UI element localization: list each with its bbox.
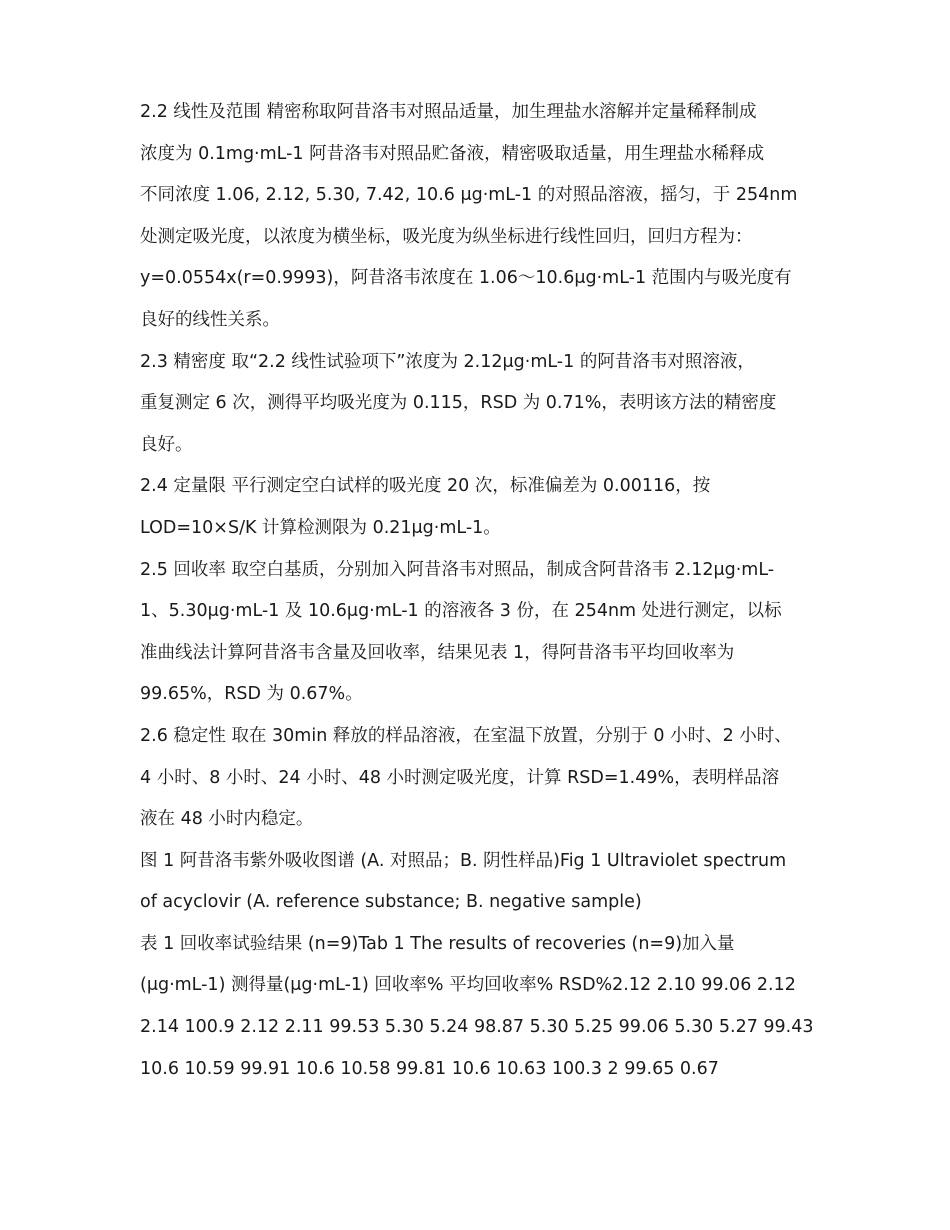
table-data-line: (μg·mL-1) 测得量(μg·mL-1) 回收率% 平均回收率% RSD%2.12 2.10 99.06 2.12 xyxy=(140,975,796,996)
table-caption-line: 表 1 回收率试验结果 (n=9)Tab 1 The results of recoveries (n=9)加入量 xyxy=(140,933,735,954)
text-line: 99.65%，RSD 为 0.67%。 xyxy=(140,684,363,705)
text-line: 浓度为 0.1mg·mL-1 阿昔洛韦对照品贮备液，精密吸取适量，用生理盐水稀释成 xyxy=(140,143,765,164)
text-line: 2.5 回收率 取空白基质，分别加入阿昔洛韦对照品，制成含阿昔洛韦 2.12μg·mL- xyxy=(140,559,775,580)
text-line: 处测定吸光度，以浓度为横坐标，吸光度为纵坐标进行线性回归，回归方程为： xyxy=(140,226,753,247)
table-data-line: 10.6 10.59 99.91 10.6 10.58 99.81 10.6 10.63 100.3 2 99.65 0.67 xyxy=(140,1058,719,1079)
text-line: 液在 48 小时内稳定。 xyxy=(140,809,314,830)
text-line: 1、5.30μg·mL-1 及 10.6μg·mL-1 的溶液各 3 份，在 254nm 处进行测定，以标 xyxy=(140,601,782,622)
text-line: 2.2 线性及范围 精密称取阿昔洛韦对照品适量，加生理盐水溶解并定量稀释制成 xyxy=(140,102,757,122)
text-line: 2.4 定量限 平行测定空白试样的吸光度 20 次，标准偏差为 0.00116，按 xyxy=(140,476,711,497)
text-line: 4 小时、8 小时、24 小时、48 小时测定吸光度，计算 RSD=1.49%，表明样品溶 xyxy=(140,767,780,788)
text-line: 良好的线性关系。 xyxy=(140,309,280,330)
body-text xyxy=(140,92,840,1090)
text-line: LOD=10×S/K 计算检测限为 0.21μg·mL-1。 xyxy=(140,517,501,538)
figure-caption-line: 图 1 阿昔洛韦紫外吸收图谱 (A. 对照品；B. 阴性样品)Fig 1 Ultraviolet spectrum xyxy=(140,850,787,871)
table-data-line: 2.14 100.9 2.12 2.11 99.53 5.30 5.24 98.87 5.30 5.25 99.06 5.30 5.27 99.43 xyxy=(140,1017,814,1038)
text-line: 准曲线法计算阿昔洛韦含量及回收率，结果见表 1，得阿昔洛韦平均回收率为 xyxy=(140,642,735,663)
text-line: 不同浓度 1.06, 2.12, 5.30, 7.42, 10.6 μg·mL-1 的对照品溶液，摇匀，于 254nm xyxy=(140,185,798,206)
figure-caption-line: of acyclovir (A. reference substance; B. negative sample) xyxy=(140,892,642,913)
text-line: y=0.0554x(r=0.9993)，阿昔洛韦浓度在 1.06～10.6μg·mL-1 范围内与吸光度有 xyxy=(140,268,792,289)
text-line: 重复测定 6 次，测得平均吸光度为 0.115，RSD 为 0.71%，表明该方法的精密度 xyxy=(140,393,777,414)
text-line: 2.3 精密度 取“2.2 线性试验项下”浓度为 2.12μg·mL-1 的阿昔洛韦对照溶液， xyxy=(140,351,755,372)
text-line: 良好。 xyxy=(140,434,193,455)
text-line: 2.6 稳定性 取在 30min 释放的样品溶液，在室温下放置，分别于 0 小时、2 小时、 xyxy=(140,725,792,746)
